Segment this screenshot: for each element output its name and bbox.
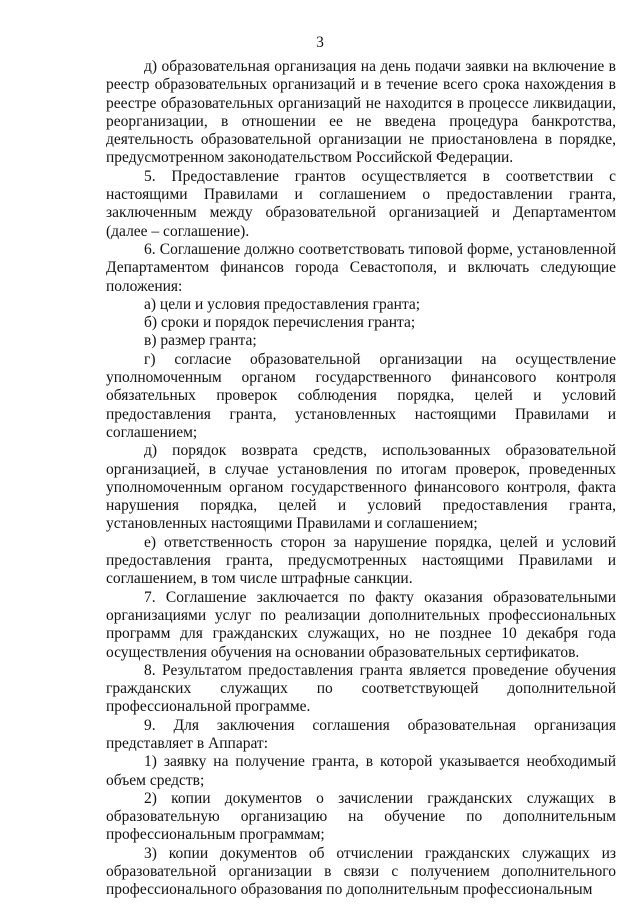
list-item-g: г) согласие образовательной организации на осуществление уполномоченным органом государственного финансового контроля обязательных проверок соблюдения порядка, целей и условий предоставления гранта, установленных настоящими Правилами и соглашением;: [106, 350, 616, 441]
paragraph-subitem-d: д) образовательная организация на день подачи заявки на включение в реестр образовательных организаций и в течение всего срока нахождения в реестре образовательных организаций не находится в процессе ликвидации, реорганизации, в отношении ее не введена процедура банкротства, деятельность образовательной организации не приостановлена в порядке, предусмотренном законодательством Российской Федерации.: [106, 58, 616, 167]
paragraph-6: 6. Соглашение должно соответствовать типовой форме, установленной Департаментом финансов города Севастополя, и включать следующие положения:: [106, 240, 616, 295]
list-item-d: д) порядок возврата средств, использованных образовательной организацией, в случае установления по итогам проверок, проведенных уполномоченным органом государственного финансового контроля, факта нарушения порядка, целей и условий предоставления гранта, установленных настоящими Правилами и соглашением;: [106, 442, 616, 533]
list-item-a: а) цели и условия предоставления гранта;: [144, 295, 421, 313]
paragraph-9: 9. Для заключения соглашения образовательная организация представляет в Аппарат:: [106, 716, 616, 752]
list-item-e: е) ответственность сторон за нарушение порядка, целей и условий предоставления гранта, предусмотренных настоящими Правилами и соглашением, в том числе штрафные санкции.: [106, 533, 616, 588]
list-item-1: 1) заявку на получение гранта, в которой указывается необходимый объем средств;: [106, 753, 616, 789]
list-item-b: б) сроки и порядок перечисления гранта;: [144, 314, 416, 332]
page-number: 3: [316, 34, 324, 51]
paragraph-8: 8. Результатом предоставления гранта является проведение обучения гражданских служащих по соответствующей дополнительной профессиональной программе.: [106, 661, 616, 716]
list-item-2: 2) копии документов о зачислении гражданских служащих в образовательную организацию на обучение по дополнительным профессиональным программам;: [106, 789, 616, 844]
list-item-v: в) размер гранта;: [144, 332, 257, 350]
list-item-3: 3) копии документов об отчислении гражданских служащих из образовательной организации в связи с получением дополнительного профессионального образования по дополнительным профессиональным: [106, 844, 616, 899]
document-body: [106, 58, 616, 900]
paragraph-7: 7. Соглашение заключается по факту оказания образовательными организациями услуг по реализации дополнительных профессиональных программ для гражданских служащих, но не позднее 10 декабря года осуществления обучения на основании образовательных сертификатов.: [106, 588, 616, 661]
paragraph-5: 5. Предоставление грантов осуществляется в соответствии с настоящими Правилами и соглашением о предоставлении гранта, заключенным между образовательной организацией и Департаментом (далее – соглашение).: [106, 167, 616, 240]
